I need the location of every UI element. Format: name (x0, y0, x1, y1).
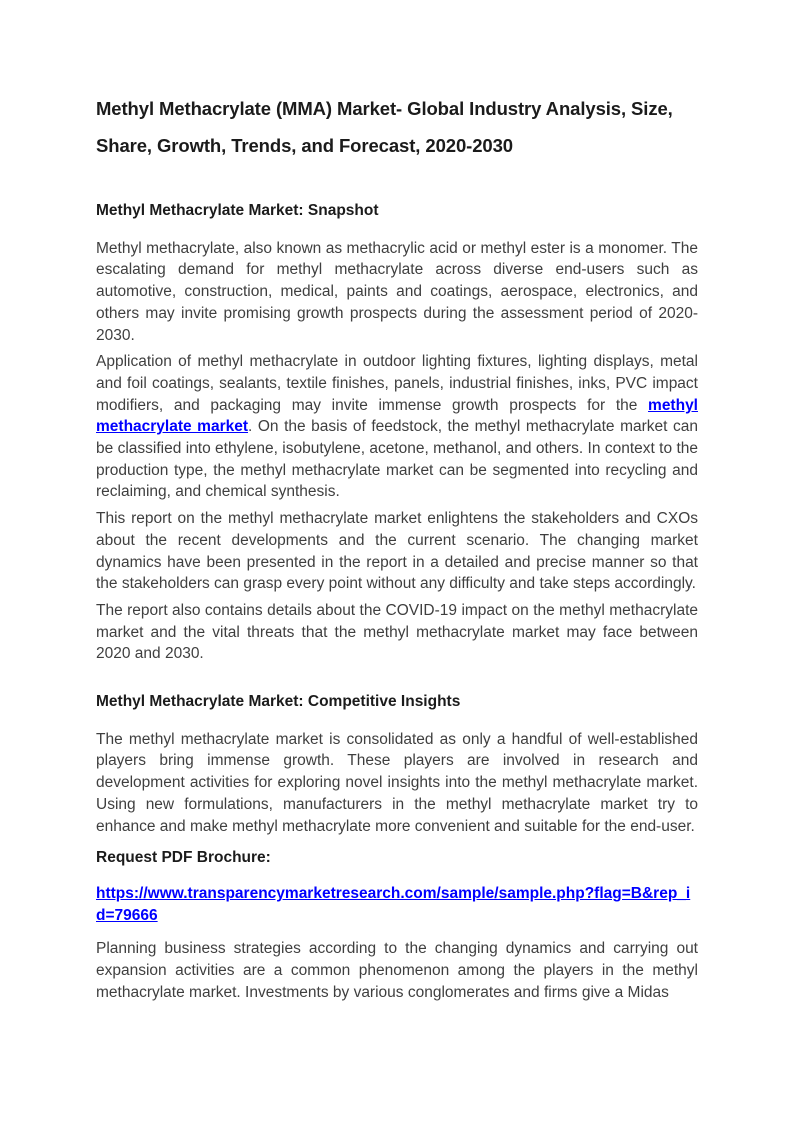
snapshot-paragraph-4: The report also contains details about the COVID-19 impact on the methyl methacrylate market and the vital threats that the methyl methacrylate market may face between 2020 and 2030. (96, 601, 698, 663)
paragraph-text-after-link: . On the basis of feedstock, the methyl methacrylate market can be classified into ethylene, isobutylene, acetone, methanol, and others. In context to the production type, the methyl methacrylate market can be segmented into recycling and reclaiming, and chemical synthesis. (96, 418, 698, 501)
request-pdf-brochure-heading: Request PDF Brochure: (96, 849, 271, 867)
brochure-link-paragraph (96, 883, 698, 926)
competitive-insights-paragraph-2: Planning business strategies according to the changing dynamics and carrying out expansion activities are a common phenomenon among the players in the methyl methacrylate market. Investments by various conglomerates and firms give a Midas (96, 940, 698, 1001)
document-title: Methyl Methacrylate (MMA) Market- Global Industry Analysis, Size, Share, Growth, Trends, and Forecast, 2020-2030 (96, 98, 673, 156)
snapshot-section-heading: Methyl Methacrylate Market: Snapshot (96, 202, 379, 219)
snapshot-paragraph-3: This report on the methyl methacrylate market enlightens the stakeholders and CXOs about the recent developments and the current scenario. The changing market dynamics have been presented in the report in a detailed and precise manner so that the stakeholders can grasp every point without any difficulty and take steps accordingly. (96, 510, 698, 593)
competitive-insights-paragraph-1: The methyl methacrylate market is consolidated as only a handful of well-established players bring immense growth. These players are involved in research and development activities for exploring novel insights into the methyl methacrylate market. Using new formulations, manufacturers in the methyl methacrylate market try to enhance and make methyl methacrylate more convenient and suitable for the end-user. (96, 730, 698, 835)
brochure-sample-url-link[interactable]: https://www.transparencymarketresearch.com/sample/sample.php?flag=B&rep_id=79666 (96, 884, 691, 924)
methyl-methacrylate-market-link[interactable]: methyl methacrylate market (96, 396, 698, 436)
competitive-insights-section-heading: Methyl Methacrylate Market: Competitive Insights (96, 693, 461, 711)
paragraph-text-before-link: Application of methyl methacrylate in outdoor lighting fixtures, lighting displays, metal and foil coatings, sealants, textile finishes, panels, industrial finishes, inks, PVC impact modifiers, and packaging may invite immense growth prospects for the (96, 353, 698, 414)
snapshot-paragraph-2 (96, 351, 698, 503)
snapshot-paragraph-1: Methyl methacrylate, also known as methacrylic acid or methyl ester is a monomer. The escalating demand for methyl methacrylate across diverse end-users such as automotive, construction, medical, paints and coatings, aerospace, electronics, and others may invite promising growth prospects during the assessment period of 2020-2030. (96, 239, 698, 344)
